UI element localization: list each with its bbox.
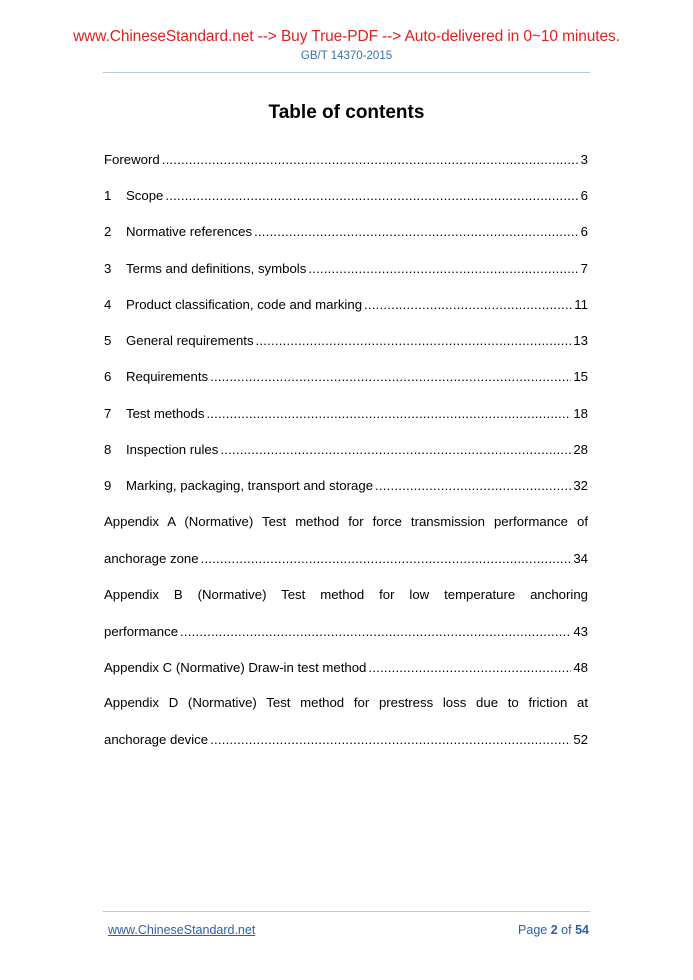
table-of-contents	[104, 141, 588, 758]
toc-entry-test-methods[interactable]	[104, 395, 588, 431]
toc-leader-dots	[165, 188, 578, 203]
toc-entry-terms-definitions[interactable]	[104, 250, 588, 286]
toc-entry-page: 13	[573, 333, 588, 349]
toc-leader-dots	[368, 660, 571, 675]
toc-entry-page: 15	[573, 369, 588, 385]
toc-entry-page: 6	[580, 224, 588, 240]
footer-website-link[interactable]: www.ChineseStandard.net	[108, 923, 256, 937]
toc-entry-label: performance	[104, 623, 179, 639]
toc-appendix-a-line2[interactable]	[104, 540, 588, 576]
toc-appendix-d-line1[interactable]: Appendix D (Normative) Test method for prestress loss due to friction at	[104, 695, 588, 711]
page-title: Table of contents	[268, 102, 425, 123]
toc-leader-dots	[210, 732, 571, 747]
toc-entry-page: 52	[573, 732, 588, 748]
page-of: of	[561, 923, 572, 937]
toc-entry-page: 28	[573, 442, 588, 458]
toc-entry-label: Normative references	[126, 224, 253, 240]
toc-leader-dots	[180, 624, 571, 639]
document-code: GB/T 14370-2015	[300, 50, 393, 62]
toc-entry-label: General requirements	[126, 333, 254, 349]
toc-entry-number: 4	[104, 296, 112, 312]
toc-leader-dots	[364, 297, 572, 312]
toc-entry-requirements[interactable]	[104, 359, 588, 395]
toc-entry-label: Appendix C (Normative) Draw-in test method	[104, 659, 367, 675]
toc-appendix-b-line2[interactable]	[104, 613, 588, 649]
toc-entry-page: 48	[573, 659, 588, 675]
toc-entry-label: anchorage device	[104, 732, 209, 748]
toc-entry-label: Terms and definitions, symbols	[126, 260, 307, 276]
toc-entry-number: 3	[104, 260, 112, 276]
toc-entry-page: 6	[580, 187, 588, 203]
toc-entry-label: anchorage zone	[104, 550, 199, 566]
toc-entry-normative-references[interactable]	[104, 214, 588, 250]
page-number	[518, 923, 589, 937]
toc-leader-dots	[256, 333, 572, 348]
toc-entry-foreword[interactable]	[104, 141, 588, 177]
toc-entry-label: Test methods	[126, 405, 205, 421]
top-banner-link[interactable]: www.ChineseStandard.net --> Buy True-PDF --> Auto-delivered in 0~10 minutes.	[73, 28, 620, 45]
toc-appendix-a-line1[interactable]: Appendix A (Normative) Test method for force transmission performance of	[104, 513, 588, 529]
toc-leader-dots	[162, 152, 579, 167]
header-divider	[103, 72, 590, 73]
toc-appendix-b-line1[interactable]: Appendix B (Normative) Test method for low temperature anchoring	[104, 586, 588, 602]
toc-leader-dots	[206, 406, 571, 421]
page-prefix: Page	[518, 923, 548, 937]
toc-entry-page: 7	[580, 260, 588, 276]
toc-entry-product-classification[interactable]	[104, 286, 588, 322]
toc-appendix-c[interactable]	[104, 649, 588, 685]
toc-entry-number: 7	[104, 405, 112, 421]
toc-entry-scope[interactable]	[104, 177, 588, 213]
toc-entry-label: Requirements	[126, 369, 209, 385]
toc-entry-number: 2	[104, 224, 112, 240]
toc-leader-dots	[308, 261, 578, 276]
footer-divider	[103, 911, 590, 912]
toc-entry-page: 18	[573, 405, 588, 421]
toc-leader-dots	[210, 369, 571, 384]
toc-entry-general-requirements[interactable]	[104, 322, 588, 358]
toc-entry-number: 6	[104, 369, 112, 385]
toc-leader-dots	[254, 224, 579, 239]
toc-entry-page: 43	[573, 623, 588, 639]
toc-entry-page: 34	[573, 550, 588, 566]
toc-leader-dots	[375, 478, 571, 493]
toc-leader-dots	[201, 551, 572, 566]
toc-entry-label: Scope	[126, 187, 164, 203]
toc-entry-number: 9	[104, 478, 112, 494]
toc-entry-page: 32	[573, 478, 588, 494]
toc-entry-label: Product classification, code and marking	[126, 296, 363, 312]
toc-entry-number: 5	[104, 333, 112, 349]
toc-entry-number: 1	[104, 187, 112, 203]
toc-entry-label: Inspection rules	[126, 442, 219, 458]
toc-entry-marking-packaging[interactable]	[104, 468, 588, 504]
toc-leader-dots	[220, 442, 571, 457]
toc-entry-page: 3	[580, 151, 588, 167]
toc-appendix-d-line2[interactable]	[104, 722, 588, 758]
toc-entry-number: 8	[104, 442, 112, 458]
page-total: 54	[575, 923, 589, 937]
toc-entry-inspection-rules[interactable]	[104, 431, 588, 467]
toc-entry-page: 11	[574, 296, 588, 312]
toc-entry-label: Marking, packaging, transport and storage	[126, 478, 374, 494]
page-current: 2	[550, 923, 558, 937]
toc-entry-label: Foreword	[104, 151, 160, 167]
